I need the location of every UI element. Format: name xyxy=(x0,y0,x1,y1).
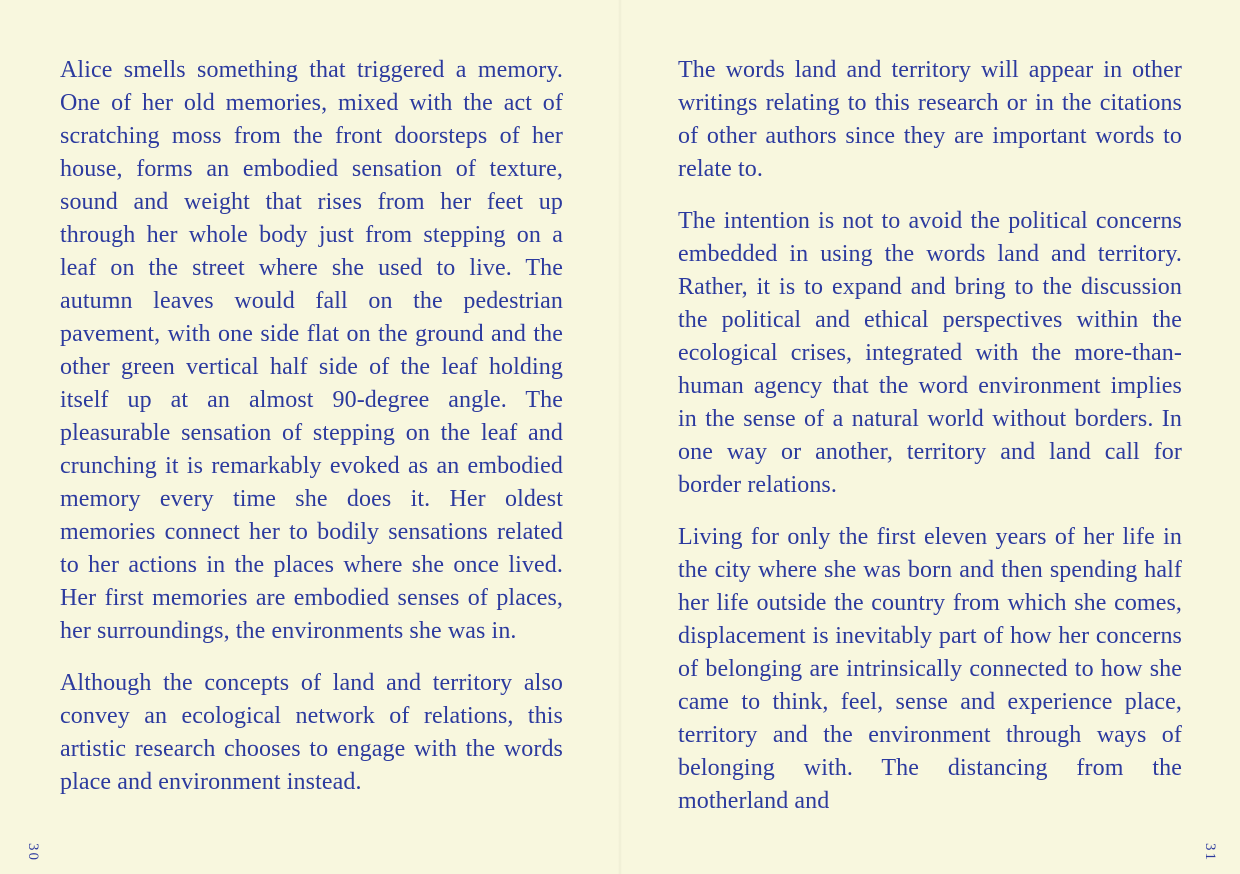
paragraph: Alice smells something that triggered a memory. One of her old memories, mixed with the act of scratching moss from the front doorsteps of her house, forms an embodied sensation of texture, sound and weight that rises from her feet up through her whole body just from stepping on a leaf on the street where she used to live. The autumn leaves would fall on the pedestrian pavement, with one side flat on the ground and the other green vertical half side of the leaf holding itself up at an almost 90-degree angle. The pleasurable sensation of stepping on the leaf and crunching it is remarkably evoked as an embodied memory every time she does it. Her oldest memories connect her to bodily sensations related to her actions in the places where she once lived. Her first memories are embodied senses of places, her surroundings, the environments she was in. xyxy=(60,57,563,644)
paragraph: The intention is not to avoid the political concerns embedded in using the words land and territory. Rather, it is to expand and bring to the discussion the political and ethical perspectives within the ecological crises, integrated with the more-than-human agency that the word environment implies in the sense of a natural world without borders. In one way or another, territory and land call for border relations. xyxy=(678,208,1182,498)
page-number-left: 30 xyxy=(25,843,41,862)
paragraph: Living for only the first eleven years of her life in the city where she was born and then spending half her life outside the country from which she comes, displacement is inevitably part of how her concerns of belonging are intrinsically connected to how she came to think, feel, sense and experience place, territory and the environment through ways of belonging with. The distancing from the motherland and xyxy=(678,524,1182,814)
page-left-text-block xyxy=(0,0,620,799)
paragraph: Although the concepts of land and territory also convey an ecological network of relations, this artistic research chooses to engage with the words place and environment instead. xyxy=(60,670,563,795)
page-right-text-block xyxy=(620,0,1240,818)
page-right xyxy=(620,0,1240,874)
page-number-right: 31 xyxy=(1202,843,1218,862)
paragraph: The words land and territory will appear in other writings relating to this research or in the citations of other authors since they are important words to relate to. xyxy=(678,57,1182,182)
